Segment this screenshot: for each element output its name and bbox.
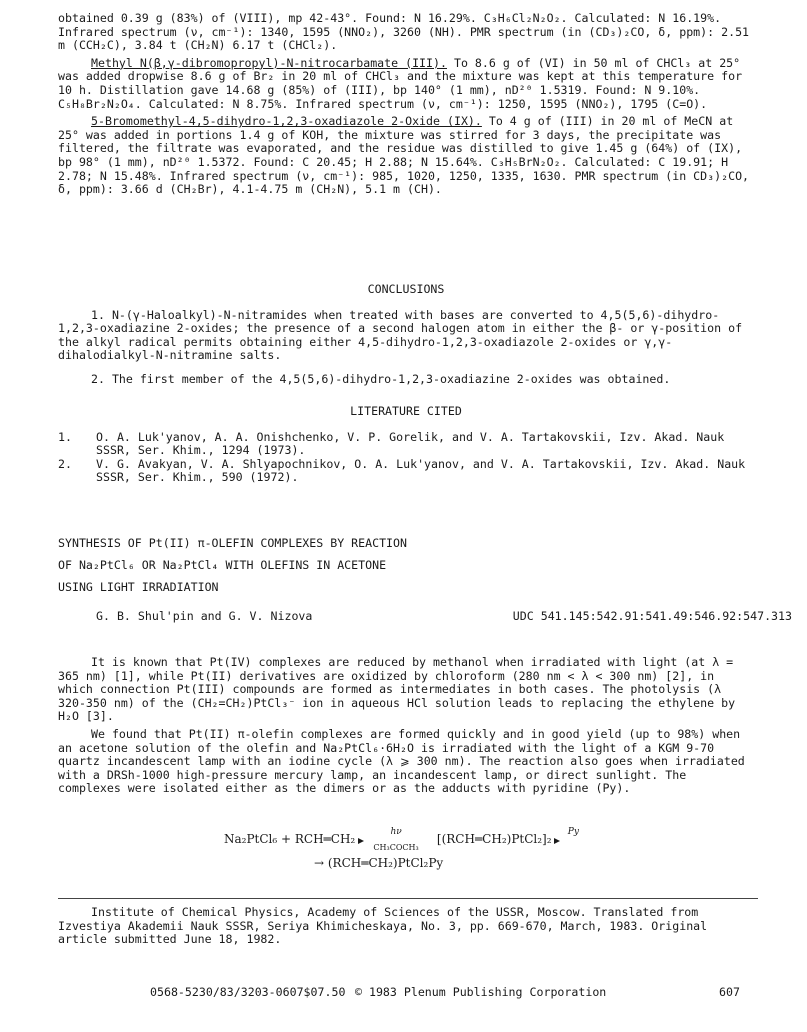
arrow-condition-solvent: CH₃COCH₃ <box>373 842 419 852</box>
page-number: 607 <box>719 985 740 999</box>
conclusions-section <box>58 283 754 387</box>
equation-line-1 <box>224 826 591 852</box>
journal-code: 0568-5230/83/3203-0607$07.50 <box>150 985 346 999</box>
reference-item <box>58 431 754 458</box>
experimental-section <box>58 12 754 197</box>
udc-code: UDC 541.145:542.91:541.49:546.92:547.313 <box>512 609 792 623</box>
article-title <box>58 532 754 598</box>
footnote-affiliation: Institute of Chemical Physics, Academy of Sciences of the USSR, Moscow. Translated from Izvestiya Akademii Nauk SSSR, Seriya Khimicheskaya, No. 3, pp. 669-670, March, 1983. Original article submitted June 18, 1982. <box>58 905 708 947</box>
reference-number: 1. <box>58 429 72 444</box>
compound-body-ix: To 4 g of (III) in 20 ml of MeCN at 25° was added in portions 1.4 g of KOH, the mixture was stirred for 3 days, the precipitate was filtered, the filtrate was evaporated, and the residue was distilled to give 1.45 g (64%) of (IX), bp 98° (1 mm), nD²⁰ 1.5372. Found: C 20.45; H 2.88; N 15.64%. C₃H₅BrN₂O₂. Calculated: C 19.91; H 2.78; N 15.48%. Infrared spectrum (ν, cm⁻¹): 985, 1020, 1250, 1335, 1630. PMR spectrum (in CD₃)₂CO, δ, ppm): 3.66 d (CH₂Br), 4.1-4.75 m (CH₂N), 5.1 m (CH). <box>58 114 750 197</box>
conclusion-item: 1. N-(γ-Haloalkyl)-N-nitramides when treated with bases are converted to 4,5(5,6)-dihydro-1,2,3-oxadiazine 2-oxides; the presence of a second halogen atom in either the β- or γ-position of the alkyl radical permits obtaining either 4,5-dihydro-1,2,3-oxadiazole 2-oxides or γ,γ-dihalodialkyl-N-nitramine salts. <box>58 307 743 363</box>
article-byline <box>58 610 792 624</box>
experimental-paragraph-3 <box>58 115 754 197</box>
article-title-line: USING LIGHT IRRADIATION <box>58 580 219 594</box>
compound-heading-iii: Methyl N(β,γ-dibromopropyl)-N-nitrocarbamate (III). <box>91 55 447 70</box>
conclusion-item: 2. The first member of the 4,5(5,6)-dihydro-1,2,3-oxadiazine 2-oxides was obtained. <box>91 371 671 386</box>
page-footer <box>150 985 740 999</box>
conclusions-heading: CONCLUSIONS <box>367 282 445 296</box>
article-title-line: OF Na₂PtCl₆ OR Na₂PtCl₄ WITH OLEFINS IN ACETONE <box>58 558 387 572</box>
compound-heading-ix: 5-Bromomethyl-4,5-dihydro-1,2,3-oxadiazole 2-Oxide (IX). <box>91 114 482 129</box>
body-paragraph-2: We found that Pt(II) π-olefin complexes are formed quickly and in good yield (up to 98%) when an acetone solution of the olefin and Na₂PtCl₆·6H₂O is irradiated with the light of a KGM 9-70 quartz incandescent lamp with an iodine cycle (λ ⩾ 300 nm). The reaction also goes when irradiated with a DRSh-1000 high-pressure mercury lamp, an incandescent lamp, or direct sunlight. The complexes were isolated either as the dimers or as the adducts with pyridine (Py). <box>58 726 745 796</box>
reference-text: O. A. Luk'yanov, A. A. Onishchenko, V. P. Gorelik, and V. A. Tartakovskii, Izv. Akad. Nauk SSSR, Ser. Khim., 1294 (1973). <box>96 429 725 458</box>
experimental-paragraph-2 <box>58 57 754 111</box>
equation-line-2: → (RCH═CH₂)PtCl₂Py <box>314 856 444 870</box>
article-title-line: SYNTHESIS OF Pt(II) π-OLEFIN COMPLEXES BY REACTION <box>58 536 408 550</box>
arrow-condition-pyridine: Py <box>567 826 579 837</box>
publisher-copyright: © 1983 Plenum Publishing Corporation <box>355 985 607 999</box>
reaction-equation <box>0 826 807 876</box>
equation-intermediate: [(RCH═CH₂)PtCl₂]₂ <box>436 832 552 846</box>
reference-text: V. G. Avakyan, V. A. Shlyapochnikov, O. A. Luk'yanov, and V. A. Tartakovskii, Izv. Akad. Nauk SSSR, Ser. Khim., 590 (1972). <box>96 456 746 485</box>
literature-heading: LITERATURE CITED <box>350 404 462 418</box>
literature-section <box>58 405 754 485</box>
reference-number: 2. <box>58 456 72 471</box>
reference-item <box>58 458 754 485</box>
compound-body-iii: To 8.6 g of (VI) in 50 ml of CHCl₃ at 25° was added dropwise 8.6 g of Br₂ in 20 ml of CHCl₃ and the mixture was kept at this temperature for 10 h. Distillation gave 14.68 g (85%) of (III), bp 140° (1 mm), nD²⁰ 1.5319. Found: N 9.10%. C₅H₈Br₂N₂O₄. Calculated: N 8.75%. Infrared spectrum (ν, cm⁻¹): 1250, 1595 (NNO₂), 1795 (C=O). <box>58 55 743 111</box>
article-authors: G. B. Shul'pin and G. V. Nizova <box>96 609 313 623</box>
footnote-divider <box>58 898 758 899</box>
arrow-condition-light: hν <box>390 826 402 837</box>
article-body <box>58 656 754 796</box>
body-paragraph-1: It is known that Pt(IV) complexes are reduced by methanol when irradiated with light (at λ = 365 nm) [1], while Pt(II) derivatives are oxidized by chloroform (280 nm < λ < 300 nm) [2], in which connection Pt(III) compounds are formed as intermediates in both cases. The photolysis (λ 320-350 nm) of the (CH₂=CH₂)PtCl₃⁻ ion in aqueous HCl solution leads to replacing the ethylene by H₂O [3]. <box>58 655 736 724</box>
experimental-paragraph-1: obtained 0.39 g (83%) of (VIII), mp 42-43°. Found: N 16.29%. C₃H₆Cl₂N₂O₂. Calculated: N 16.19%. Infrared spectrum (ν, cm⁻¹): 1340, 1595 (NNO₂), 3260 (NH). PMR spectrum (in (CD₃)₂CO, δ, ppm): 2.51 m (CCH₂C), 3.84 t (CH₂N) 6.17 t (CHCl₂). <box>58 11 750 53</box>
equation-reactants: Na₂PtCl₆ + RCH═CH₂ <box>224 832 356 846</box>
